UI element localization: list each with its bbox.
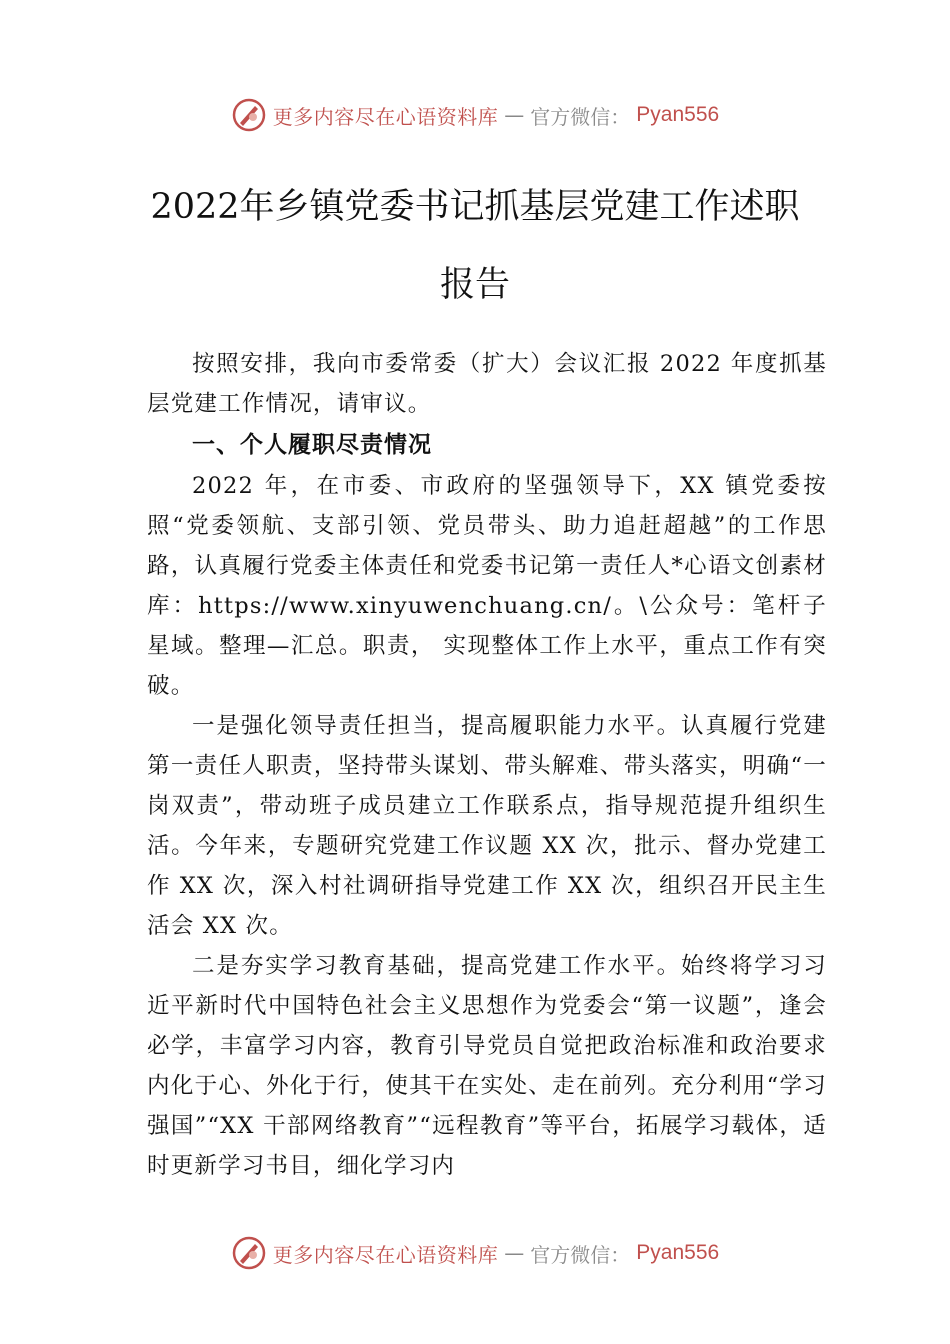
document-body	[147, 344, 827, 1186]
watermark-brand: 更多内容尽在心语资料库	[272, 104, 499, 129]
watermark-separator: —	[504, 103, 525, 127]
body-paragraph-2: 一是强化领导责任担当，提高履职能力水平。认真履行党建第一责任人职责，坚持带头谋划、带头解难、带头落实，明确“一岗双责”，带动班子成员建立工作联系点，指导规范提升组织生活。今年来，专题研究党建工作议题 XX 次，批示、督办党建工作 XX 次，深入村社调研指导党建工作 XX 次，组织召开民主生活会 XX 次。	[147, 713, 827, 939]
intro-paragraph: 按照安排，我向市委常委（扩大）会议汇报 2022 年度抓基层党建工作情况，请审议。	[147, 351, 827, 417]
watermark-separator: —	[504, 1241, 525, 1265]
document-title	[130, 168, 820, 324]
watermark-wechat-id: Pyan556	[636, 1241, 720, 1264]
title-line-1: 2022年乡镇党委书记抓基层党建工作述职	[150, 187, 800, 227]
watermark-wechat-label: 官方微信：	[530, 1242, 631, 1267]
header-watermark	[0, 95, 950, 135]
title-line-2: 报告	[439, 265, 510, 305]
pen-logo-icon	[231, 1235, 267, 1271]
watermark-brand: 更多内容尽在心语资料库	[272, 1242, 499, 1267]
watermark-wechat-label: 官方微信：	[530, 104, 631, 129]
watermark-wechat-id: Pyan556	[636, 103, 720, 126]
body-paragraph-3: 二是夯实学习教育基础，提高党建工作水平。始终将学习习近平新时代中国特色社会主义思想作为党委会“第一议题”，逢会必学，丰富学习内容，教育引导党员自觉把政治标准和政治要求内化于心、外化于行，使其干在实处、走在前列。充分利用“学习强国”“XX 干部网络教育”“远程教育”等平台，拓展学习载体，适时更新学习书目，细化学习内	[147, 953, 827, 1179]
footer-watermark	[0, 1233, 950, 1273]
pen-logo-icon	[231, 97, 267, 133]
section-heading: 一、个人履职尽责情况	[192, 432, 432, 458]
body-paragraph-1: 2022 年，在市委、市政府的坚强领导下，XX 镇党委按照“党委领航、支部引领、党员带头、助力追赶超越”的工作思路，认真履行党委主体责任和党委书记第一责任人*心语文创素材库：https://www.xinyuwenchuang.cn/。\公众号：笔杆子星域。整理—汇总。职责， 实现整体工作上水平，重点工作有突破。	[147, 473, 827, 699]
